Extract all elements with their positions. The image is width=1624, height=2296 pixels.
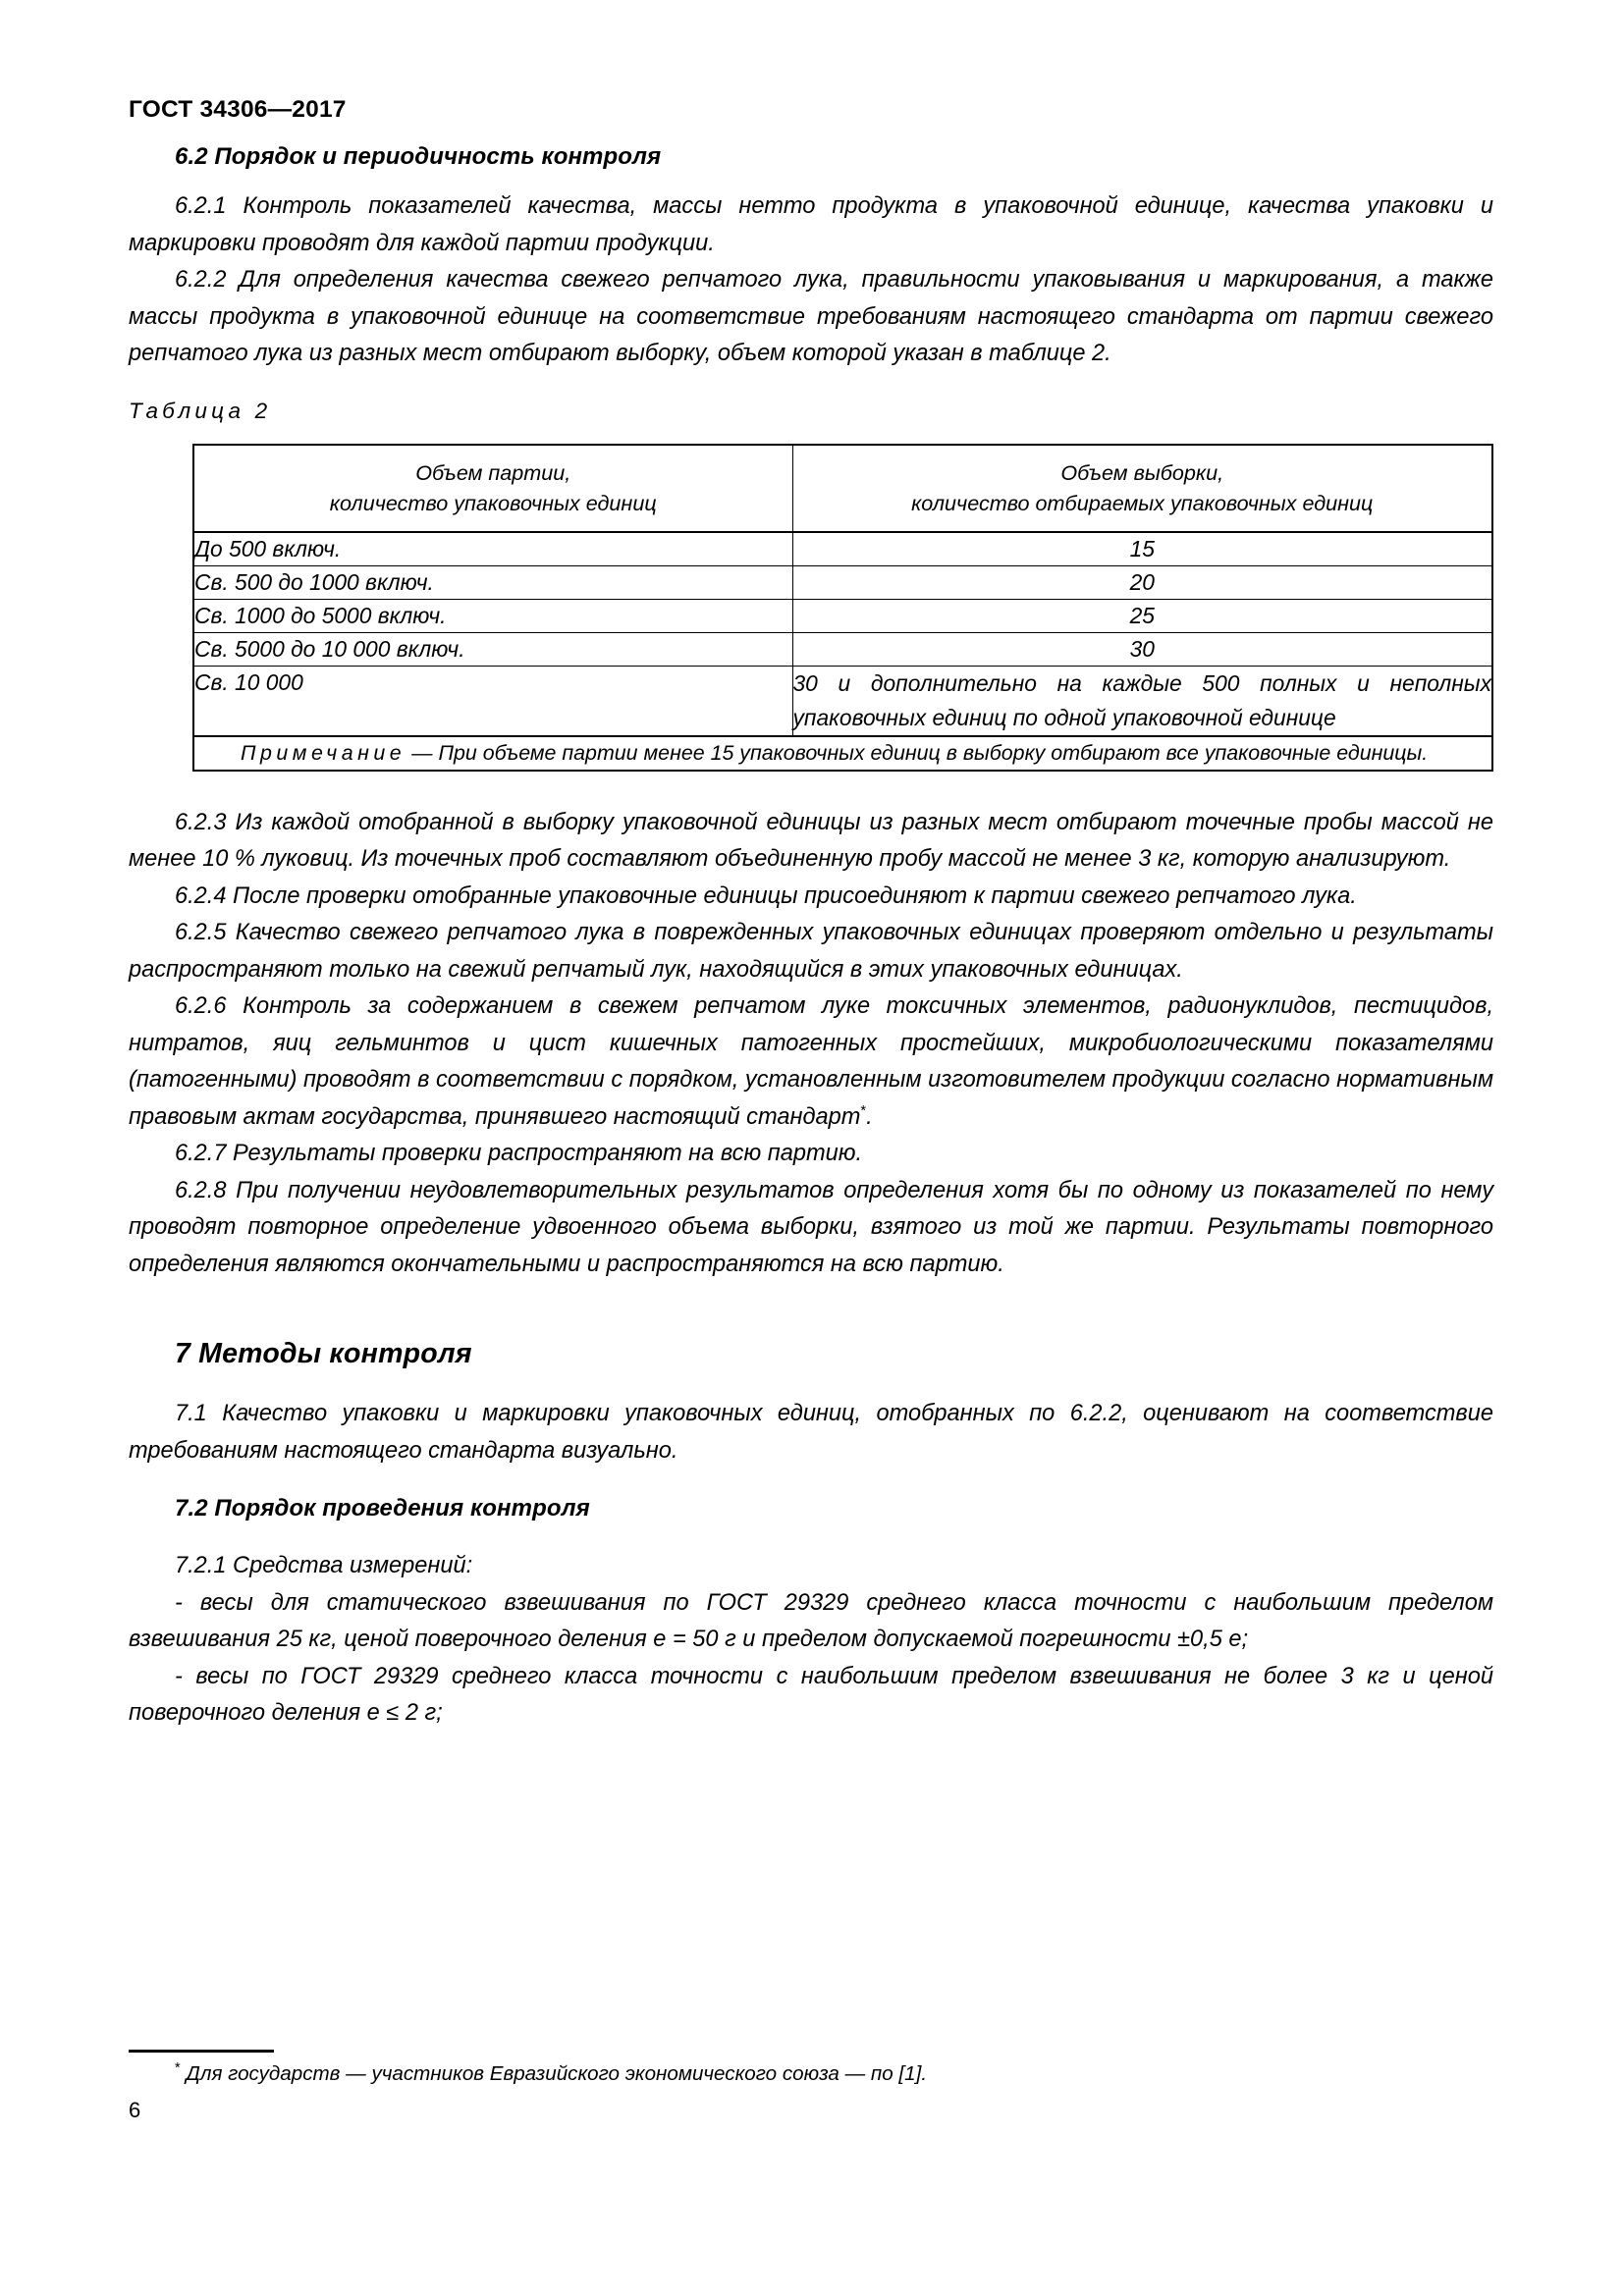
paragraph-6-2-7: 6.2.7 Результаты проверки распространяют на всю партию. (175, 1141, 863, 1166)
table-note-label: Примечание (241, 740, 406, 765)
sampling-table (192, 444, 1493, 772)
cell-sample: 20 (792, 565, 1492, 599)
cell-batch: Св. 5000 до 10 000 включ. (193, 632, 792, 666)
heading-7: 7 Методы контроля (175, 1338, 472, 1369)
paragraph-7-2-1: 7.2.1 Средства измерений: (175, 1553, 473, 1578)
table-header-batch-line1: Объем партии, (415, 459, 571, 485)
cell-sample: 25 (792, 599, 1492, 632)
paragraph-6-2-8: 6.2.8 При получении неудовлетворительных результатов определения хотя бы по одному из показателей по нему проводят повторное определение удвоенного объема выборки, взятого из той же партии. Результаты повторного определения являются окончательными и распространяются на всю партию. (129, 1177, 1493, 1277)
table-header-sample-line2: количество отбираемых упаковочных единиц (911, 490, 1374, 515)
footnote-text: Для государств — участников Евразийского экономического союза — по [1]. (186, 2062, 928, 2085)
footnote-separator-rule (129, 2050, 274, 2053)
table-header-row (193, 445, 1492, 532)
footnote-reference-marker: * (860, 1102, 867, 1119)
cell-batch: Св. 10 000 (193, 666, 792, 736)
paragraph-6-2-1: 6.2.1 Контроль показателей качества, массы нетто продукта в упаковочной единице, качества упаковки и маркировки проводят для каждой партии продукции. (129, 193, 1493, 256)
table-note (194, 737, 1491, 770)
paragraph-7-1: 7.1 Качество упаковки и маркировки упаковочных единиц, отобранных по 6.2.2, оценивают на соответствие требованиям настоящего стандарта визуально. (129, 1401, 1493, 1464)
cell-batch: Св. 1000 до 5000 включ. (193, 599, 792, 632)
table-note-cell (193, 736, 1492, 771)
paragraph-6-2-6-text: 6.2.6 Контроль за содержанием в свежем репчатом луке токсичных элементов, радионуклидов, пестицидов, нитратов, яиц гельминтов и цист кишечных патогенных простейших, микробиологическими показателями (патогенными) проводят в соответствии с порядком, установленным изготовителем продукции согласно нормативным правовым актам государства, принявшего настоящий стандарт (129, 993, 1493, 1130)
list-item-scale-3kg: - весы по ГОСТ 29329 среднего класса точности с наибольшим пределом взвешивания не более 3 кг и ценой поверочного деления е ≤ 2 г; (129, 1663, 1493, 1726)
paragraph-6-2-3: 6.2.3 Из каждой отобранной в выборку упаковочной единицы из разных мест отбирают точечные пробы массой не менее 10 % луковиц. Из точечных проб составляют объединенную пробу массой не менее 3 кг, которую анализируют. (129, 809, 1493, 872)
table-row (193, 565, 1492, 599)
page-number: 6 (129, 2098, 141, 2122)
table-row (193, 532, 1492, 566)
table-row (193, 632, 1492, 666)
cell-batch: До 500 включ. (193, 532, 792, 566)
page-content (129, 143, 1493, 1733)
table-note-body: При объеме партии менее 15 упаковочных единиц в выборку отбирают все упаковочные единицы. (438, 740, 1429, 765)
paragraph-6-2-4: 6.2.4 После проверки отобранные упаковочные единицы присоединяют к партии свежего репчатого лука. (175, 882, 1357, 909)
table-head (193, 445, 1492, 532)
table-caption: Таблица 2 (129, 398, 272, 423)
table-row (193, 599, 1492, 632)
footnote (129, 2059, 1493, 2089)
paragraph-6-2-2: 6.2.2 Для определения качества свежего репчатого лука, правильности упаковывания и маркирования, а также массы продукта в упаковочной единице на соответствие требованиям настоящего стандарта от партии свежего репчатого лука из разных мест отбирают выборку, объем которой указан в таблице 2. (129, 267, 1493, 366)
footnote-marker: * (175, 2060, 181, 2077)
table-note-row (193, 736, 1492, 771)
table-header-cell-sample-volume (792, 445, 1492, 532)
table-header-sample-line1: Объем выборки, (1060, 459, 1224, 485)
paragraph-6-2-5: 6.2.5 Качество свежего репчатого лука в поврежденных упаковочных единицах проверяют отдельно и результаты распространяют только на свежий репчатый лук, находящийся в этих упаковочных единицах. (129, 920, 1493, 983)
cell-batch: Св. 500 до 1000 включ. (193, 565, 792, 599)
paragraph-6-2-6 (129, 988, 1493, 1136)
cell-sample: 15 (792, 532, 1492, 566)
list-item-scale-25kg: - весы для статического взвешивания по ГОСТ 29329 среднего класса точности с наибольшим пределом взвешивания 25 кг, ценой поверочного деления е = 50 г и пределом допускаемой погрешности ±0,5 е; (129, 1589, 1493, 1652)
cell-sample: 30 и дополнительно на каждые 500 полных и неполных упаковочных единиц по одной упаковочной единице (792, 666, 1492, 736)
table-header-cell-batch-volume (193, 445, 792, 532)
running-header-standard-code: ГОСТ 34306—2017 (129, 96, 347, 123)
cell-sample: 30 (792, 632, 1492, 666)
table-header-batch-line2: количество упаковочных единиц (329, 490, 657, 515)
table-note-dash: — (411, 740, 433, 765)
heading-7-2: 7.2 Порядок проведения контроля (175, 1495, 590, 1522)
table-row (193, 666, 1492, 736)
paragraph-6-2-6-period: . (866, 1103, 873, 1130)
heading-6-2: 6.2 Порядок и периодичность контроля (175, 143, 662, 170)
table-body (193, 532, 1492, 771)
